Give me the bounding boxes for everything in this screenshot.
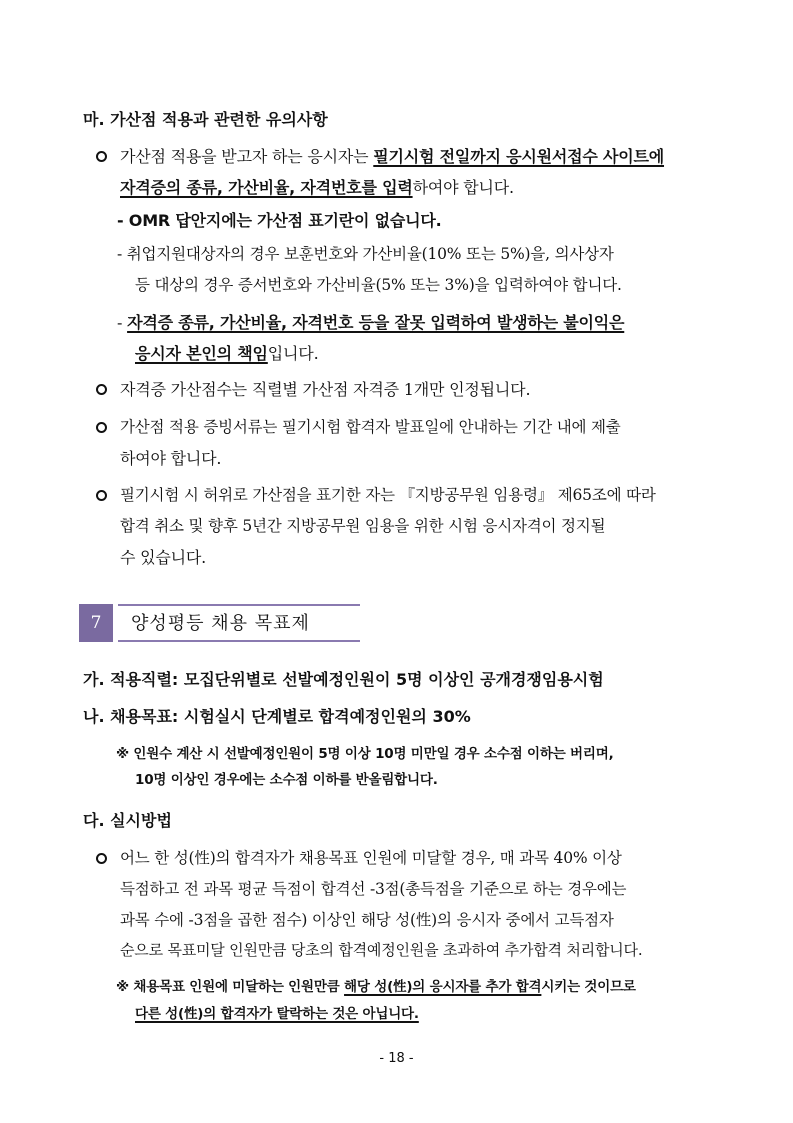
da-item-line3: 과목 수에 -3점을 곱한 점수) 이상인 해당 성(性)의 응시자 중에서 고득점자 (120, 911, 614, 929)
da-item-line4: 순으로 목표미달 인원만큼 당초의 합격예정인원을 초과하여 추가합격 처리합니다. (120, 941, 643, 959)
circle-bullet-icon (96, 490, 107, 501)
dash3-line2-emphasis: 응시자 본인의 책임 (135, 344, 268, 363)
circle-bullet-icon (96, 422, 107, 433)
dash2-line1: - 취업지원대상자의 경우 보훈번호와 가산비율(10% 또는 5%)을, 의사상자 (117, 245, 614, 263)
da-note-line1-text: ※ 채용목표 인원에 미달하는 인원만큼 (116, 979, 345, 995)
dash3-dash: - (117, 313, 128, 332)
note1-line1: ※ 인원수 계산 시 선발예정인원이 5명 이상 10명 미만일 경우 소수점 이하는 버리며, (116, 746, 614, 762)
page-number: - 18 - (379, 1051, 414, 1066)
da-note-line1-tail: 시키는 것이므로 (541, 979, 636, 995)
circle-bullet-icon (96, 151, 107, 162)
circle-bullet-icon (96, 384, 107, 395)
item4-line3: 수 있습니다. (120, 548, 207, 567)
item1-line2 (120, 175, 514, 198)
item1-line1-text: 가산점 적용을 받고자 하는 응시자는 (120, 147, 374, 166)
section-heading-ga: 가. 적용직렬: 모집단위별로 선발예정인원이 5명 이상인 공개경쟁임용시험 (83, 670, 604, 689)
dash1-line: - OMR 답안지에는 가산점 표기란이 없습니다. (117, 211, 442, 230)
section-heading-ma: 마. 가산점 적용과 관련한 유의사항 (83, 110, 328, 129)
dash3-line2-text: 입니다. (267, 344, 319, 363)
item2-line: 자격증 가산점수는 직렬별 가산점 자격증 1개만 인정됩니다. (120, 380, 531, 399)
da-note-line1 (116, 975, 636, 995)
da-note-line1-emphasis: 해당 성(性)의 응시자를 추가 합격 (344, 979, 542, 995)
item3-line1: 가산점 적용 증빙서류는 필기시험 합격자 발표일에 안내하는 기간 내에 제출 (120, 418, 621, 436)
dash3-line2 (135, 341, 318, 364)
section-heading-da: 다. 실시방법 (83, 811, 172, 830)
section-heading-na: 나. 채용목표: 시험실시 단계별로 합격예정인원의 30% (83, 707, 471, 726)
item3-line2: 하여야 합니다. (120, 449, 222, 468)
section-number-badge: 7 (79, 604, 113, 642)
section-title: 양성평등 채용 목표제 (131, 613, 310, 634)
item4-line1: 필기시험 시 허위로 가산점을 표기한 자는 『지방공무원 임용령』 제65조에 따라 (120, 486, 656, 504)
circle-bullet-icon (96, 853, 107, 864)
item1-line1-emphasis: 필기시험 전일까지 응시원서접수 사이트에 (373, 147, 665, 166)
section-title-bottom-rule (118, 640, 360, 642)
da-item-line2: 득점하고 전 과목 평균 득점이 합격선 -3점(총득점을 기준으로 하는 경우에는 (120, 880, 627, 898)
item4-line2: 합격 취소 및 향후 5년간 지방공무원 임용을 위한 시험 응시자격이 정지될 (120, 517, 606, 535)
da-note-line2: 다른 성(性)의 합격자가 탈락하는 것은 아닙니다. (135, 1006, 419, 1022)
da-item-line1: 어느 한 성(性)의 합격자가 채용목표 인원에 미달할 경우, 매 과목 40% 이상 (120, 849, 622, 867)
section-title-top-rule (118, 604, 360, 606)
item1-line2-emphasis: 자격증의 종류, 가산비율, 자격번호를 입력 (120, 178, 413, 197)
item1-line1 (120, 144, 664, 167)
item1-line2-text: 하여야 합니다. (412, 178, 514, 197)
dash2-line2: 등 대상의 경우 증서번호와 가산비율(5% 또는 3%)을 입력하여야 합니다. (135, 276, 622, 294)
note1-line2: 10명 이상인 경우에는 소수점 이하를 반올림합니다. (135, 772, 438, 788)
dash3-line1 (117, 310, 624, 333)
dash3-line1-emphasis: 자격증 종류, 가산비율, 자격번호 등을 잘못 입력하여 발생하는 불이익은 (127, 313, 625, 332)
